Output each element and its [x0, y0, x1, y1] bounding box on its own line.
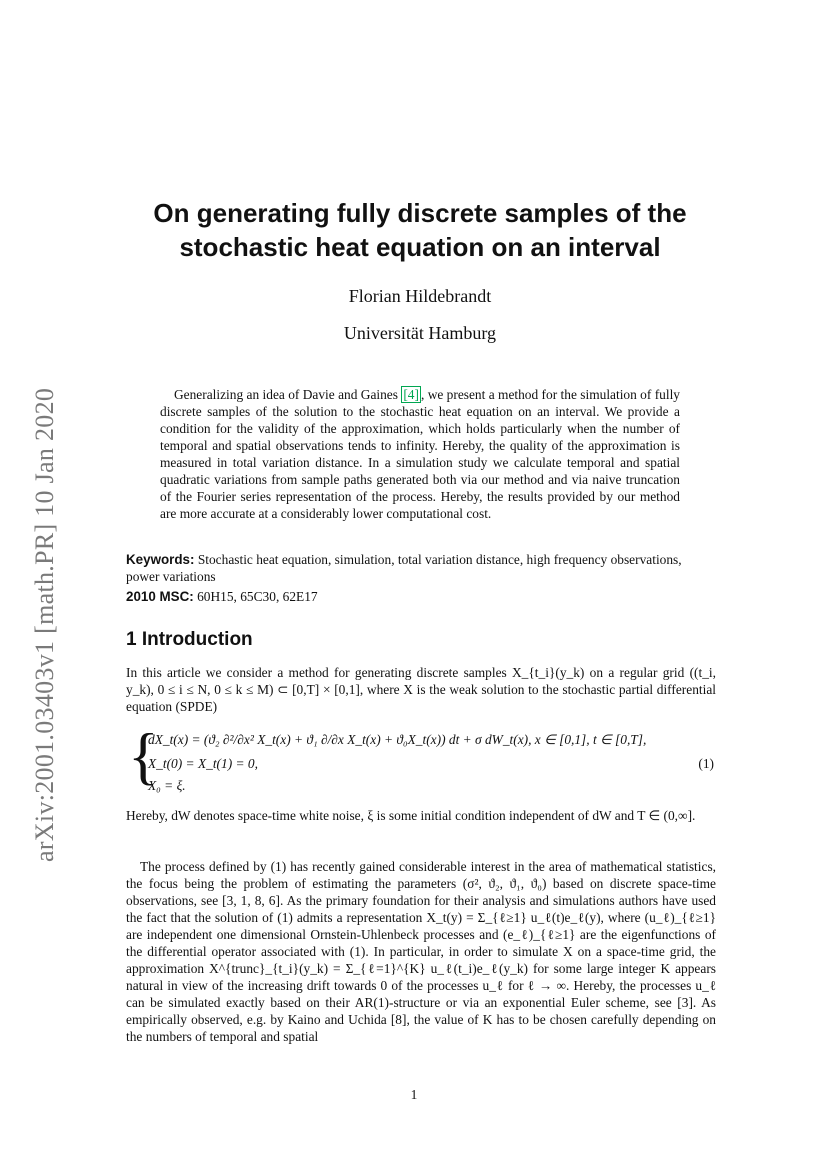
intro-paragraph-3: The process defined by (1) has recently gained considerable interest in the area of mathematical statistics, the focus being the problem of estimating the parameters (σ², ϑ₂, ϑ₁, ϑ₀) based on discrete space-time observations, see [3, 1, 8, 6]. As the primary foundation for their analysis and simulations authors have used the fact that the solution of (1) admits a representation X_t(y) = Σ_{ℓ≥1} u_ℓ(t)e_ℓ(y), where (u_ℓ)_{ℓ≥1} are independent one dimensional Ornstein-Uhlenbeck processes and (e_ℓ)_{ℓ≥1} are the eigenfunctions of the differential operator associated with (1). In particular, in order to simulate X on a space-time grid, the approximation X^{trunc}_{t_i}(y_k) = Σ_{ℓ=1}^{K} u_ℓ(t_i)e_ℓ(y_k) for some large integer K appears natural in view of the increasing drift towards 0 of the processes u_ℓ for ℓ → ∞. Hereby, the processes u_ℓ can be simulated exactly based on their AR(1)-structure or via an exponential Euler scheme, see [3]. As empirically observed, e.g. by Kaino and Uchida [8], the value of K has to be chosen carefully depending on the numbers of temporal and spatial	[126, 859, 716, 1044]
equation-block	[126, 720, 716, 794]
equation-number: (1)	[698, 756, 714, 771]
keywords-label: Keywords:	[126, 552, 195, 567]
citation-link[interactable]: [4]	[403, 387, 419, 402]
equation-line-3: X₀ = ξ.	[148, 778, 186, 793]
page-number: 1	[410, 1087, 418, 1102]
abstract	[160, 386, 680, 522]
equation-brace: {	[128, 720, 159, 791]
msc-label: 2010 MSC:	[126, 589, 194, 604]
intro-paragraph-1: In this article we consider a method for generating discrete samples X_{t_i}(y_k) on a regular grid ((t_i, y_k), 0 ≤ i ≤ N, 0 ≤ k ≤ M) ⊂ [0,T] × [0,1], where X is the weak solution to the stochastic partial differential equation (SPDE)	[126, 665, 716, 714]
equation-line-1: dX_t(x) = (ϑ₂ ∂²/∂x² X_t(x) + ϑ₁ ∂/∂x X_t(x) + ϑ₀X_t(x)) dt + σ dW_t(x), x ∈ [0,1], t ∈ [0,T],	[148, 732, 647, 747]
paper-title	[90, 196, 750, 264]
arxiv-identifier: arXiv:2001.03403v1 [math.PR] 10 Jan 2020	[30, 387, 59, 862]
section-heading: 1 Introduction	[126, 629, 253, 650]
msc-text: 60H15, 65C30, 62E17	[193, 589, 318, 604]
abstract-text-start: Generalizing an idea of Davie and Gaines	[174, 387, 402, 402]
arxiv-watermark	[22, 352, 58, 862]
title-line-2: stochastic heat equation on an interval	[179, 232, 661, 262]
keywords	[126, 551, 716, 585]
author-name: Florian Hildebrandt	[348, 286, 492, 306]
intro-paragraph-2: Hereby, dW denotes space-time white noise, ξ is some initial condition independent of dW and T ∈ (0,∞].	[126, 808, 696, 823]
abstract-text-rest: , we present a method for the simulation of fully discrete samples of the solution to the stochastic heat equation on an interval. We provide a condition for the validity of the approximation, which holds particularly when the number of temporal and spatial observations tends to infinity. Hereby, the quality of the approximation is measured in total variation distance. In a simulation study we calculate temporal and spatial quadratic variations from sample paths generated both via our method and via naive truncation of the Fourier series representation of the process. Hereby, the results provided by our method are more accurate at a considerably lower computational cost.	[160, 387, 681, 521]
title-line-1: On generating fully discrete samples of the	[153, 198, 687, 228]
msc-classification	[126, 589, 716, 605]
keywords-text: Stochastic heat equation, simulation, total variation distance, high frequency observations, power variations	[126, 552, 682, 584]
equation-line-2: X_t(0) = X_t(1) = 0,	[148, 756, 258, 771]
affiliation: Universität Hamburg	[343, 323, 497, 343]
